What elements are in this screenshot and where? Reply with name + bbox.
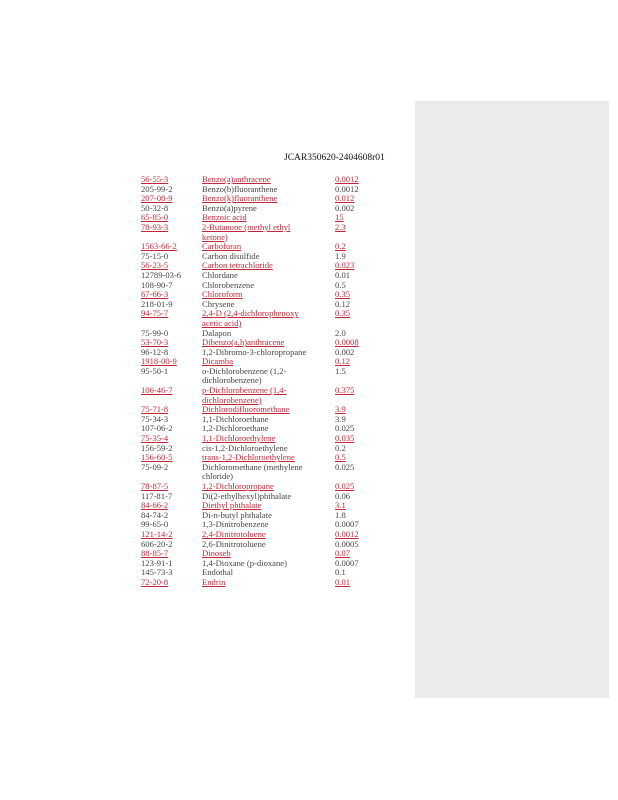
chemical-name: 2,6-Dinitrotoluene: [202, 539, 266, 549]
cas-number: 156-59-2: [141, 443, 173, 453]
table-row: [141, 357, 401, 367]
cas-number: 205-99-2: [141, 184, 173, 194]
table-row: [141, 415, 401, 425]
table-row: [141, 281, 401, 291]
cas-number: 1563-66-2: [141, 242, 177, 252]
chemical-name: 2-Butanone (methyl ethyl ketone): [202, 222, 291, 242]
chemical-name: Chrysene: [202, 299, 235, 309]
table-row: [141, 492, 401, 502]
table-row: [141, 367, 401, 386]
standard-value: 0.002: [335, 202, 355, 213]
cas-number: 123-91-1: [141, 558, 173, 568]
standard-value: 0.01: [335, 269, 351, 280]
table-row: [141, 194, 401, 204]
standard-value: 0.035: [335, 433, 355, 444]
chemical-name: 1,1-Dichloroethane: [202, 414, 269, 424]
cas-number: 75-71-8: [141, 405, 169, 415]
cas-number: 107-06-2: [141, 424, 173, 434]
standard-value: 0.2: [335, 241, 346, 252]
cas-number: 12789-03-6: [141, 270, 182, 280]
chemical-name: Diethyl phthalate: [202, 501, 262, 511]
table-row: [141, 175, 401, 185]
chemical-name: Benzo(k)fluoranthene: [202, 194, 278, 204]
chemical-name: o-Dichlorobenzene (1,2-dichlorobenzene): [202, 366, 287, 386]
table-row: [141, 540, 401, 550]
cas-number: 106-46-7: [141, 386, 173, 396]
cas-number: 56-55-3: [141, 175, 169, 184]
cas-number: 72-20-8: [141, 577, 169, 587]
chemical-name: 1,1-Dichloroethylene: [202, 434, 276, 444]
cas-number: 84-66-2: [141, 501, 169, 511]
standard-value: 0.0005: [335, 538, 359, 549]
cas-number: 84-74-2: [141, 510, 169, 520]
table-row: [141, 271, 401, 281]
standard-value: 0.0012: [335, 174, 359, 184]
cas-number: 78-87-5: [141, 482, 169, 491]
standard-value: 0.012: [335, 193, 355, 204]
standard-value: 0.07: [335, 548, 351, 559]
chemical-name: Chlorobenzene: [202, 280, 255, 290]
standard-value: 1.5: [335, 365, 346, 376]
standard-value: 0.0007: [335, 519, 359, 530]
table-row: [141, 549, 401, 559]
chemical-name: 1,2-Dichloroethane: [202, 424, 269, 434]
table-row: [141, 261, 401, 271]
chemical-name: Endrin: [202, 577, 226, 587]
standard-value: 0.025: [335, 423, 355, 434]
cas-number: 145-73-3: [141, 568, 173, 578]
chemical-name: Dibenzo(a,h)anthracene: [202, 338, 285, 348]
table-row: [141, 482, 401, 492]
standard-value: 0.023: [335, 260, 355, 271]
standard-value: 0.0008: [335, 337, 359, 348]
comment-pane: [415, 101, 609, 698]
chemical-name: Dinoseb: [202, 549, 231, 559]
chemical-name: Dalapon: [202, 328, 232, 338]
table-row: [141, 530, 401, 540]
chemical-name: 1,3-Dinitrobenzene: [202, 520, 269, 530]
standard-value: 0.06: [335, 490, 351, 501]
cas-number: 65-85-0: [141, 213, 169, 223]
table-row: [141, 309, 401, 328]
cas-number: 78-93-3: [141, 222, 169, 232]
standard-value: 0.002: [335, 346, 355, 357]
table-row: [141, 424, 401, 434]
standard-value: 0.35: [335, 289, 351, 300]
chemical-name: 1,4-Dioxane (p-dioxane): [202, 558, 287, 568]
cas-number: 75-35-4: [141, 434, 169, 444]
table-row: [141, 242, 401, 252]
chemical-name: Chlordane: [202, 270, 238, 280]
standard-value: 3.1: [335, 500, 346, 511]
cas-number: 75-09-2: [141, 462, 169, 472]
table-row: [141, 252, 401, 262]
standard-value: 0.12: [335, 298, 351, 309]
cas-number: 108-90-7: [141, 280, 173, 290]
chemical-name: Di(2-ethylhexyl)phthalate: [202, 491, 292, 501]
cas-number: 156-60-5: [141, 453, 173, 463]
chemical-name: Dicamba: [202, 357, 234, 367]
standard-value: 0.0012: [335, 183, 359, 194]
chemical-name: Benzo(b)fluoranthene: [202, 184, 278, 194]
standard-value: 0.0012: [335, 528, 359, 539]
chemical-name: Chloroform: [202, 290, 243, 300]
chemical-name: 2,4-D (2,4-dichlorophenoxy acetic acid): [202, 309, 299, 328]
table-row: [141, 204, 401, 214]
chemical-name: trans-1,2-Dichloroethylene: [202, 453, 295, 463]
standard-value: 0.35: [335, 308, 351, 319]
cas-number: 53-70-3: [141, 338, 169, 348]
standard-value: 0.1: [335, 567, 346, 578]
cas-number: 606-20-2: [141, 539, 173, 549]
chemical-name: Carbon tetrachloride: [202, 261, 273, 271]
standard-value: 2.3: [335, 221, 346, 232]
chemical-name: 1,2-Dichloropropane: [202, 482, 274, 491]
table-row: [141, 434, 401, 444]
chemical-name: p-Dichlorobenzene (1,4-dichlorobenzene): [202, 386, 287, 405]
cas-number: 95-50-1: [141, 366, 169, 376]
chemical-name: Dichlorodifluoromethane: [202, 405, 290, 415]
chemical-name: Di-n-butyl phthalate: [202, 510, 272, 520]
table-row: [141, 568, 401, 578]
table-row: [141, 520, 401, 530]
chemical-name: 1,2-Dibromo-3-chloropropane: [202, 347, 307, 357]
chemical-name: Carbon disulfide: [202, 251, 260, 261]
cas-number: 75-99-0: [141, 328, 169, 338]
chemical-name: Carbofuran: [202, 242, 242, 252]
table-row: [141, 444, 401, 454]
cas-number: 88-85-7: [141, 549, 169, 559]
cas-number: 67-66-3: [141, 290, 169, 300]
table-row: [141, 348, 401, 358]
standard-value: 0.5: [335, 279, 346, 290]
standard-value: 1.9: [335, 250, 346, 261]
table-row: [141, 223, 401, 242]
standard-value: 0.2: [335, 442, 346, 453]
cas-number: 121-14-2: [141, 529, 173, 539]
table-row: [141, 463, 401, 482]
standard-value: 2.0: [335, 327, 346, 338]
standard-value: 0.5: [335, 452, 346, 463]
table-row: [141, 300, 401, 310]
table-row: [141, 559, 401, 569]
chemical-name: Endothal: [202, 568, 234, 578]
standard-value: 15: [335, 212, 344, 223]
standard-value: 1.8: [335, 509, 346, 520]
table-row: [141, 386, 401, 405]
cas-number: 96-12-8: [141, 347, 169, 357]
table-row: [141, 329, 401, 339]
cas-number: 99-65-0: [141, 520, 169, 530]
table-row: [141, 213, 401, 223]
table-row: [141, 405, 401, 415]
table-row: [141, 453, 401, 463]
cas-number: 94-75-7: [141, 309, 169, 319]
cas-number: 75-34-3: [141, 414, 169, 424]
cas-number: 117-81-7: [141, 491, 173, 501]
chemical-name: Benzo(a)anthracene: [202, 175, 271, 184]
chemical-name: Dichloromethane (methylene chloride): [202, 462, 303, 482]
table-row: [141, 501, 401, 511]
standard-value: 0.025: [335, 461, 355, 472]
cas-number: 50-32-8: [141, 203, 169, 213]
table-row: [141, 290, 401, 300]
chemical-name: 2,4-Dinitrotoluene: [202, 529, 266, 539]
table-row: [141, 338, 401, 348]
groundwater-standards-table: [141, 175, 401, 588]
cas-number: 75-15-0: [141, 251, 169, 261]
standard-value: 0.025: [335, 481, 355, 491]
standard-value: 0.375: [335, 385, 355, 396]
table-row: [141, 185, 401, 195]
standard-value: 3.9: [335, 404, 346, 415]
cas-number: 56-23-5: [141, 261, 169, 271]
chemical-name: Benzoic acid: [202, 213, 247, 223]
standard-value: 0.01: [335, 576, 351, 587]
table-row: [141, 511, 401, 521]
chemical-name: cis-1,2-Dichloroethylene: [202, 443, 288, 453]
cas-number: 218-01-9: [141, 299, 173, 309]
standard-value: 0.0007: [335, 557, 359, 568]
table-row: [141, 578, 401, 588]
standard-value: 0.12: [335, 356, 351, 367]
cas-number: 207-08-9: [141, 194, 173, 204]
standard-value: 3.9: [335, 413, 346, 424]
cas-number: 1918-00-9: [141, 357, 177, 367]
document-id: JCAR350620-2404608r01: [284, 153, 385, 163]
chemical-name: Benzo(a)pyrene: [202, 203, 257, 213]
